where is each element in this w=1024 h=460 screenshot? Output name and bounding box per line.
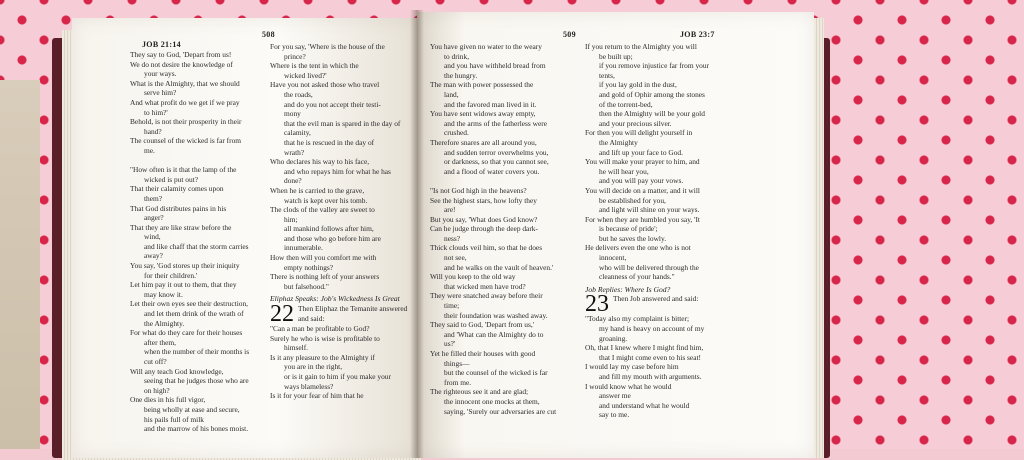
right-column-b bbox=[585, 42, 735, 449]
verse-line: That they are like straw before the bbox=[130, 222, 232, 232]
verse-line: wicked lived?' bbox=[284, 70, 327, 80]
verse-line: may know it. bbox=[144, 289, 183, 299]
verse-line: We do not desire the knowledge of bbox=[130, 59, 233, 69]
verse-line: being wholly at ease and secure, bbox=[144, 404, 240, 414]
verse-line: then the Almighty will be your gold bbox=[599, 109, 705, 119]
verse-line: "Today also my complaint is bitter; bbox=[585, 314, 690, 324]
verse-line: us?' bbox=[444, 339, 456, 349]
left-running-head: JOB 21:14 bbox=[142, 40, 181, 49]
section-heading: Eliphaz Speaks: Job's Wickedness Is Great bbox=[270, 294, 400, 304]
verse-line: when the number of their months is bbox=[144, 347, 250, 357]
verse-line: and who repays him for what he has bbox=[284, 166, 391, 176]
verse-line: and 'What can the Almighty do to bbox=[444, 329, 544, 339]
verse-line: I would lay my case before him bbox=[585, 362, 679, 372]
verse-line: "How often is it that the lamp of the bbox=[130, 165, 237, 175]
verse-line: crushed. bbox=[444, 128, 469, 138]
verse-line: but he saves the lowly. bbox=[599, 233, 667, 243]
verse-line: saying, 'Surely our adversaries are cut bbox=[444, 406, 557, 416]
verse-line: his pails full of milk bbox=[144, 414, 204, 424]
verse-line: be established for you, bbox=[599, 195, 666, 205]
verse-line: to drink, bbox=[444, 51, 470, 61]
left-column-a bbox=[130, 50, 262, 449]
verse-line: not see, bbox=[444, 253, 467, 263]
verse-line: That God distributes pains in his bbox=[130, 203, 227, 213]
verse-line: seeing that he judges those who are bbox=[144, 376, 249, 386]
verse-line: the innocent one mocks at them, bbox=[444, 396, 540, 406]
right-column-a bbox=[430, 42, 580, 449]
book-gutter bbox=[410, 10, 424, 458]
verse-line: Where is the tent in which the bbox=[270, 61, 359, 71]
verse-line: if you lay gold in the dust, bbox=[599, 80, 677, 90]
verse-line: I would know what he would bbox=[585, 381, 672, 391]
verse-line: Yet he filled their houses with good bbox=[430, 349, 536, 358]
verse-line: and like chaff that the storm carries bbox=[144, 241, 249, 251]
verse-line: For you say, 'Where is the house of the bbox=[270, 42, 385, 51]
verse-line: innumerable. bbox=[284, 243, 323, 253]
verse-line: if you remove injustice far from your bbox=[599, 61, 710, 71]
verse-line: that he is rescued in the day of bbox=[284, 137, 375, 147]
verse-line bbox=[430, 176, 580, 186]
verse-line: Behold, is not their prosperity in their bbox=[130, 117, 242, 127]
verse-line: and light will shine on your ways. bbox=[599, 205, 700, 215]
verse-line: cleanness of your hands." bbox=[599, 272, 675, 282]
verse-line: and understand what he would bbox=[599, 400, 690, 410]
verse-line: The clods of the valley are sweet to bbox=[270, 205, 375, 215]
verse-line: wrath? bbox=[284, 147, 305, 157]
verse-line: You have given no water to the weary bbox=[430, 42, 542, 51]
verse-line: and fill my mouth with arguments. bbox=[599, 372, 702, 381]
verse-line: say to me. bbox=[599, 410, 630, 420]
verse-line: wind, bbox=[144, 232, 161, 242]
verse-line: and you have withheld bread from bbox=[444, 61, 546, 71]
verse-line: The counsel of the wicked is far from bbox=[130, 136, 242, 146]
verse-line: tents, bbox=[599, 70, 615, 80]
chapter-number: 22 bbox=[270, 304, 294, 325]
verse-line: land, bbox=[444, 89, 459, 99]
verse-line: wicked is put out? bbox=[144, 174, 198, 184]
verse-line: mony bbox=[284, 109, 301, 119]
verse-line: serve him? bbox=[144, 88, 177, 98]
verse-line: One dies in his full vigor, bbox=[130, 395, 206, 405]
section-heading: Job Replies: Where Is God? bbox=[585, 284, 671, 294]
verse-line: and gold of Ophir among the stones bbox=[599, 89, 705, 99]
verse-line: You say, 'God stores up their iniquity bbox=[130, 261, 240, 271]
verse-line: to him?' bbox=[144, 107, 168, 117]
verse-line: Therefore snares are all around you, bbox=[430, 137, 537, 147]
verse-line: prince? bbox=[284, 51, 306, 61]
verse-line: "Is not God high in the heavens? bbox=[430, 185, 527, 195]
left-column-b bbox=[270, 42, 410, 449]
verse-line: he will hear you, bbox=[599, 166, 649, 176]
verse-line: and the marrow of his bones moist. bbox=[144, 424, 249, 434]
verse-line: But you say, 'What does God know? bbox=[430, 214, 538, 224]
verse-line: time; bbox=[444, 301, 460, 311]
verse-line: You have sent widows away empty, bbox=[430, 109, 536, 119]
verse-line: The man with power possessed the bbox=[430, 80, 534, 90]
verse-line: or is it gain to him if you make your bbox=[284, 372, 391, 381]
verse-line: of the torrent-bed, bbox=[599, 99, 653, 109]
verse-line: my hand is heavy on account of my bbox=[599, 324, 705, 334]
verse-line: If you return to the Almighty you will bbox=[585, 42, 697, 51]
verse-line: Can he judge through the deep dark- bbox=[430, 224, 538, 234]
verse-line: "Can a man be profitable to God? bbox=[270, 324, 370, 334]
verse-line: and do you not accept their testi- bbox=[284, 99, 381, 109]
verse-line: You will decide on a matter, and it will bbox=[585, 185, 700, 195]
verse-line: Have you not asked those who travel bbox=[270, 80, 380, 90]
verse-line: and let them drink of the wrath of bbox=[144, 309, 244, 319]
verse-line: They say to God, 'Depart from us! bbox=[130, 50, 232, 59]
verse-line: hand? bbox=[144, 126, 162, 136]
verse-line: and your precious silver. bbox=[599, 118, 672, 128]
verse-line: after them, bbox=[144, 337, 177, 347]
verse-line: Then Job answered and said: bbox=[613, 294, 699, 304]
verse-line: your ways. bbox=[144, 69, 177, 79]
verse-line: Thick clouds veil him, so that he does bbox=[430, 243, 543, 253]
verse-line: How then will you comfort me with bbox=[270, 253, 377, 263]
verse-line bbox=[130, 156, 262, 166]
verse-line: You will make your prayer to him, and bbox=[585, 157, 700, 167]
verse-line: answer me bbox=[599, 391, 631, 401]
verse-line: Then Eliphaz the Temanite answered bbox=[298, 304, 408, 314]
table-surface bbox=[0, 80, 40, 449]
verse-line: the roads, bbox=[284, 89, 313, 99]
verse-line: What is the Almighty, that we should bbox=[130, 78, 240, 88]
verse-line: you are in the right, bbox=[284, 362, 343, 372]
verse-line: ness? bbox=[444, 233, 461, 243]
verse-line: They were snatched away before their bbox=[430, 291, 543, 301]
verse-line: calamity, bbox=[284, 128, 311, 138]
verse-line: the hungry. bbox=[444, 70, 478, 80]
verse-line: For then you will delight yourself in bbox=[585, 128, 693, 138]
verse-line: anger? bbox=[144, 213, 164, 223]
verse-line: them? bbox=[144, 193, 163, 203]
verse-line: watch is kept over his tomb. bbox=[284, 195, 368, 205]
verse-line: For what do they care for their houses bbox=[130, 328, 243, 338]
verse-line: himself. bbox=[284, 343, 309, 353]
right-running-head: JOB 23:7 bbox=[680, 30, 715, 39]
verse-line: and you will pay your vows. bbox=[599, 176, 684, 186]
verse-line: on high? bbox=[144, 385, 170, 395]
verse-line: but the counsel of the wicked is far bbox=[444, 368, 548, 378]
verse-line: Is it for your fear of him that he bbox=[270, 391, 364, 401]
verse-line: and the favored man lived in it. bbox=[444, 99, 537, 109]
verse-line: be built up; bbox=[599, 51, 633, 61]
verse-line: He delivers even the one who is not bbox=[585, 243, 691, 253]
verse-line: and the arms of the fatherless were bbox=[444, 118, 548, 128]
verse-line: empty nothings? bbox=[284, 262, 334, 272]
verse-line: For when they are humbled you say, 'It bbox=[585, 214, 700, 224]
verse-line: They said to God, 'Depart from us,' bbox=[430, 320, 535, 330]
verse-line: Who declares his way to his face, bbox=[270, 157, 370, 167]
chapter-number: 23 bbox=[585, 294, 609, 315]
verse-line: and lift up your face to God. bbox=[599, 147, 683, 157]
verse-line: who will be delivered through the bbox=[599, 262, 699, 272]
verse-line: all mankind follows after him, bbox=[284, 224, 374, 234]
verse-line: and said: bbox=[298, 313, 325, 323]
verse-line: and those who go before him are bbox=[284, 233, 381, 243]
verse-line: There is nothing left of your answers bbox=[270, 272, 380, 282]
verse-line: ways blameless? bbox=[284, 381, 334, 391]
verse-line: Is it any pleasure to the Almighty if bbox=[270, 352, 375, 362]
verse-line: away? bbox=[144, 251, 163, 261]
verse-line: and a flood of water covers you. bbox=[444, 166, 540, 176]
verse-line: And what profit do we get if we pray bbox=[130, 97, 240, 107]
verse-line: Surely he who is wise is profitable to bbox=[270, 333, 380, 343]
verse-line: from me. bbox=[444, 377, 472, 387]
verse-line: but falsehood." bbox=[284, 281, 329, 291]
verse-line: Let him pay it out to them, that they bbox=[130, 280, 237, 290]
verse-line: See the highest stars, how lofty they bbox=[430, 195, 537, 205]
verse-line: the Almighty. bbox=[144, 318, 185, 328]
verse-line: me. bbox=[144, 145, 155, 155]
verse-line: that wicked men have trod? bbox=[444, 281, 526, 291]
verse-line: groaning. bbox=[599, 333, 628, 343]
verse-line: That their calamity comes upon bbox=[130, 184, 224, 194]
verse-line: and he walks on the vault of heaven.' bbox=[444, 262, 554, 272]
verse-line: done? bbox=[284, 176, 302, 186]
verse-line: or darkness, so that you cannot see, bbox=[444, 157, 549, 167]
verse-line: for their children.' bbox=[144, 270, 198, 280]
verse-line: cut off? bbox=[144, 357, 167, 366]
verse-line: the Almighty bbox=[599, 137, 638, 147]
verse-line: is because of pride'; bbox=[599, 224, 658, 234]
verse-line: The righteous see it and are glad; bbox=[430, 387, 529, 397]
verse-line: Will you keep to the old way bbox=[430, 272, 516, 282]
right-page-number: 509 bbox=[563, 30, 576, 39]
verse-line: things— bbox=[444, 358, 470, 368]
left-page-number: 508 bbox=[262, 30, 275, 39]
verse-line: When he is carried to the grave, bbox=[270, 185, 365, 195]
verse-line: him; bbox=[284, 214, 298, 224]
verse-line: that I might come even to his seat! bbox=[599, 352, 702, 362]
verse-line: their foundation was washed away. bbox=[444, 310, 548, 320]
verse-line: Will any teach God knowledge, bbox=[130, 366, 224, 376]
verse-line: are! bbox=[444, 205, 456, 215]
verse-line: innocent, bbox=[599, 253, 627, 263]
verse-line: that the evil man is spared in the day of bbox=[284, 118, 401, 128]
verse-line: Oh, that I knew where I might find him, bbox=[585, 343, 704, 353]
verse-line: and sudden terror overwhelms you, bbox=[444, 147, 549, 157]
verse-line: Let their own eyes see their destruction, bbox=[130, 299, 249, 309]
